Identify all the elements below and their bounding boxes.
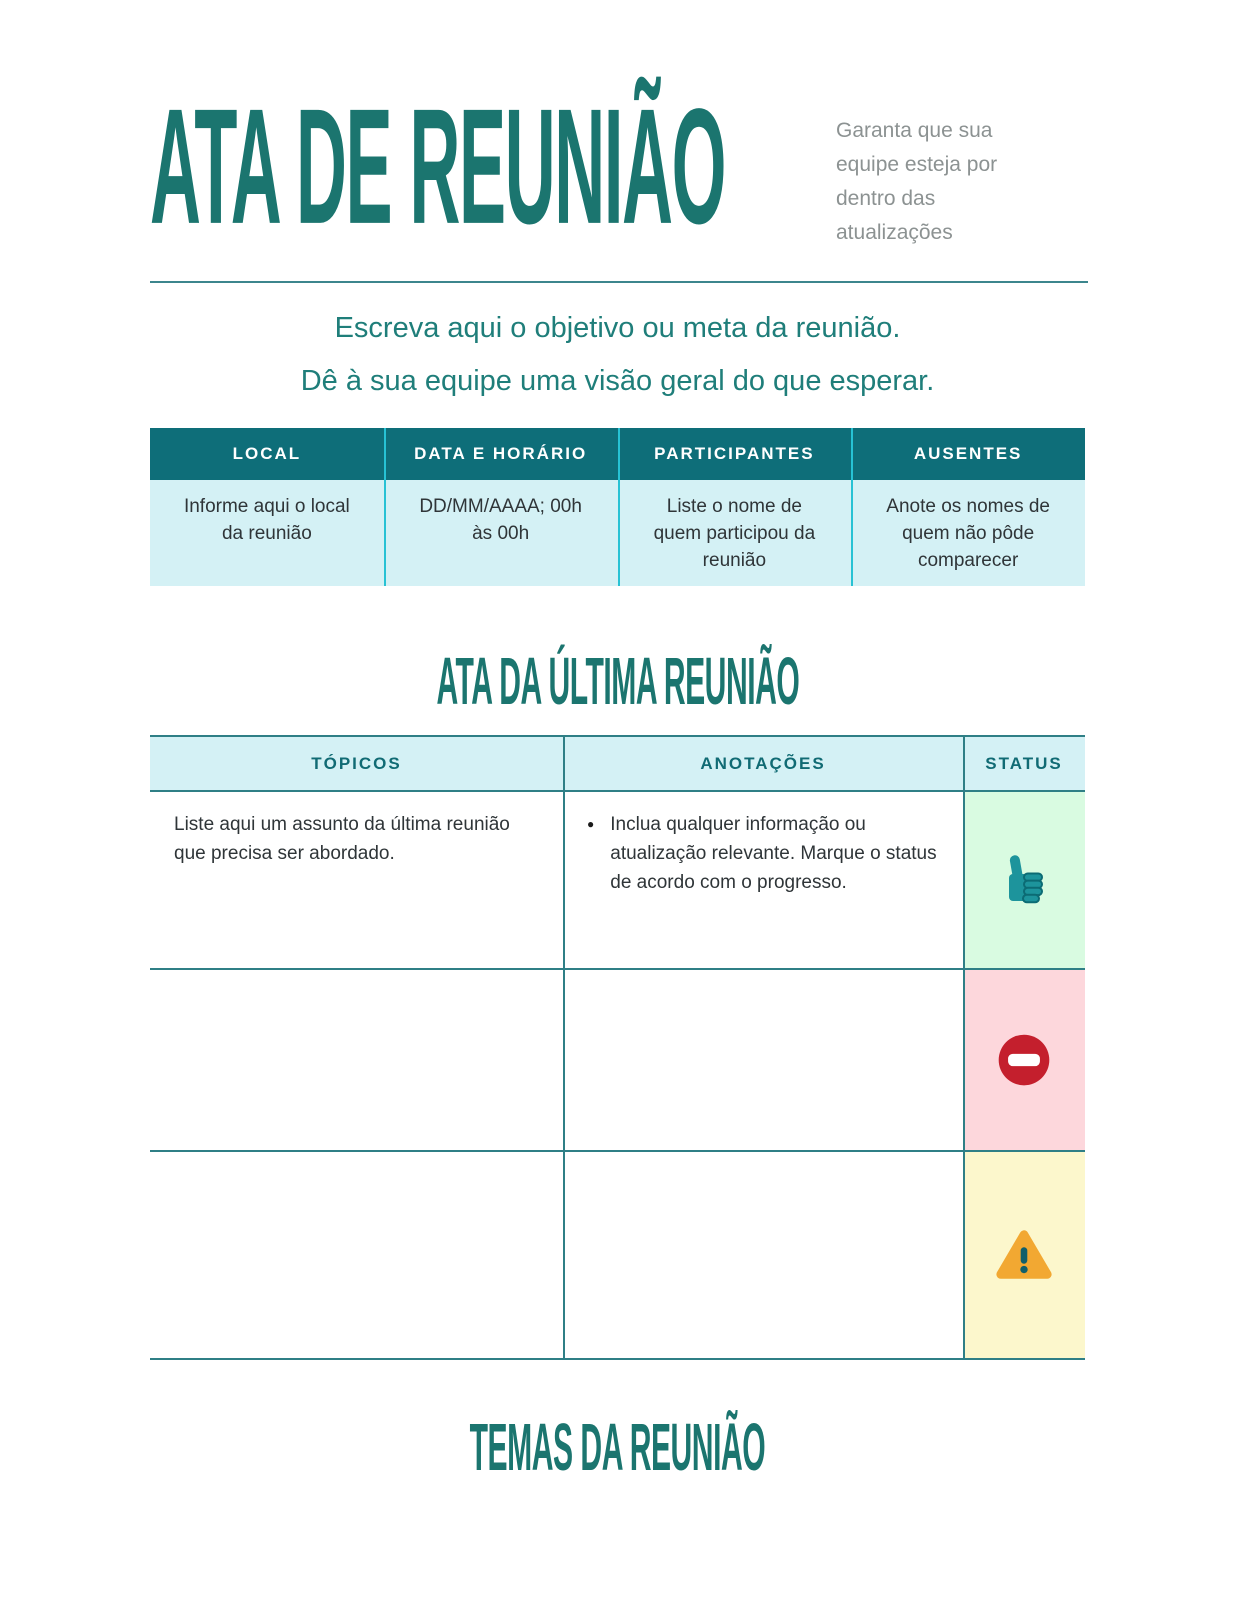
info-header-local: LOCAL (232, 444, 302, 463)
meeting-topics-heading (150, 1409, 1085, 1485)
info-table-separator-1 (384, 428, 386, 586)
info-header-datetime: DATA E HORÁRIO (414, 444, 588, 463)
info-header-participants: PARTICIPANTES (654, 444, 815, 463)
status-column-header: STATUS (985, 753, 1063, 773)
no-entry-icon (994, 1030, 1054, 1090)
info-cell-local: Informe aqui o local da reunião (183, 496, 350, 544)
page-title-text: ATA DE REUNIÃO (150, 74, 726, 258)
note-cell (563, 1152, 963, 1358)
meeting-topics-heading-text: TEMAS DA REUNIÃO (469, 1409, 766, 1485)
info-cell-participants: Liste o nome de quem participou da reunião (653, 496, 816, 571)
note-cell (563, 970, 963, 1150)
info-table-separator-3 (851, 428, 853, 586)
topics-column-header: TÓPICOS (311, 753, 402, 773)
last-meeting-heading (150, 643, 1085, 719)
title-tagline: Garanta que sua equipe esteja por dentro das atualizações (836, 119, 998, 244)
last-meeting-table (150, 735, 1085, 1360)
info-cell-datetime: DD/MM/AAAA; 00h às 00h (419, 496, 582, 544)
objective-block (150, 302, 1085, 408)
warning-icon (993, 1224, 1055, 1286)
topics-table-header-row (150, 735, 1085, 792)
info-cell-absent: Anote os nomes de quem não pôde comparecer (886, 496, 1050, 571)
info-table-separator-2 (618, 428, 620, 586)
objective-line-2: Dê à sua equipe uma visão geral do que esperar. (300, 365, 935, 397)
note-cell: ● Inclua qualquer informação ou atualização relevante. Marque o status de acordo com o progresso. (563, 792, 963, 968)
topic-cell (150, 1152, 563, 1358)
table-row (150, 1152, 1085, 1360)
divider-line (150, 281, 1088, 283)
notes-column-header: ANOTAÇÕES (700, 753, 826, 773)
topic-cell: Liste aqui um assunto da última reunião que precisa ser abordado. (174, 814, 510, 864)
table-row (150, 792, 1085, 970)
info-header-absent: AUSENTES (913, 444, 1023, 463)
status-cell (963, 970, 1085, 1150)
meeting-info-table (150, 428, 1085, 586)
objective-line-1: Escreva aqui o objetivo ou meta da reunião. (334, 312, 901, 344)
last-meeting-heading-text: ATA DA ÚLTIMA REUNIÃO (436, 643, 799, 719)
status-cell (963, 792, 1085, 968)
topics-table-separator-2 (963, 735, 965, 1360)
masthead (150, 74, 1085, 279)
status-cell (963, 1152, 1085, 1358)
topics-table-separator-1 (563, 735, 565, 1360)
thumbs-up-icon (992, 848, 1056, 912)
table-row (150, 970, 1085, 1152)
topic-cell (150, 970, 563, 1150)
